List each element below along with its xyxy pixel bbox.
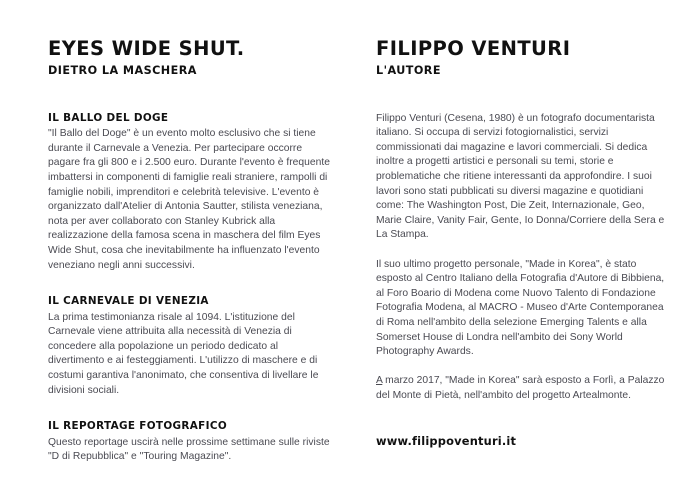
bio-paragraph-upcoming <box>376 374 666 403</box>
section-il-reportage-fotografico <box>48 420 330 465</box>
section-il-ballo-del-doge <box>48 112 330 273</box>
section-body: "Il Ballo del Doge" è un evento molto esclusivo che si tiene durante il Carnevale a Venezia. Per partecipare occorre pagare fra gli 800 e i 2.500 euro. Durante l'evento è frequente imbattersi in componenti di famiglie reali straniere, rampolli di famiglie nobili, imprenditori e celebrità televisive. L'evento è organizzato dall'Atelier di Antonia Sautter, stilista veneziana, nota per aver collaborato con Stanley Kubrick alla realizzazione della famosa scena in maschera del film Eyes Wide Shut, cosa che inevitabilmente ha influenzato l'evento veneziano negli anni successivi. <box>48 128 330 271</box>
bio-paragraph: Il suo ultimo progetto personale, "Made in Korea", è stato esposto al Centro Italiano della Fotografia d'Autore di Bibbiena, al Foro Boario di Modena come Nuovo Talento di Fondazione Fotografia Modena, al MACRO - Museo d'Arte Contemporanea di Roma nell'ambito della selezione Emerging Talents e alla Somerset House di Londra nell'ambito dei Sony World Photography Awards. <box>376 258 665 358</box>
right-column-heading-block <box>376 38 666 78</box>
underlined-lead-letter: A <box>376 375 383 387</box>
author-subtitle: L'AUTORE <box>376 63 441 77</box>
section-heading: IL CARNEVALE DI VENEZIA <box>48 295 209 308</box>
left-column <box>0 0 352 465</box>
section-heading: IL BALLO DEL DOGE <box>48 111 169 124</box>
author-biography <box>376 112 666 404</box>
section-body: La prima testimonianza risale al 1094. L'istituzione del Carnevale viene attribuita alla necessità di Venezia di concedere alla popolazione un periodo dedicato al divertimento e ai festeggiamenti. L'utilizzo di maschere e di costumi garantiva l'anonimato, che consentiva di livellare le divisioni sociali. <box>48 311 319 396</box>
left-column-heading-block <box>48 38 330 78</box>
section-body: Questo reportage uscirà nelle prossime settimane sulle riviste "D di Repubblica" e "Touring Magazine". <box>48 436 330 463</box>
author-name-title: FILIPPO VENTURI <box>376 37 571 60</box>
right-column <box>352 0 700 450</box>
bio-paragraph-text: marzo 2017, "Made in Korea" sarà esposto a Forlì, a Palazzo del Monte di Pietà, nell'ambito del progetto Artealmonte. <box>376 375 665 401</box>
bio-paragraph: Filippo Venturi (Cesena, 1980) è un fotografo documentarista italiano. Si occupa di servizi fotogiornalistici, servizi commissionati dai magazine e lavori commerciali. Si dedica inoltre a progetti artistici e personali su temi, storie e problematiche che ritiene interessanti da approfondire. I suoi lavori sono stati pubblicati su diversi magazine e quotidiani come: The Washington Post, Die Zeit, Internazionale, Geo, Marie Claire, Vanity Fair, Gente, Io Donna/Corriere della Sera e La Stampa. <box>376 112 665 241</box>
website-link[interactable]: www.filippoventuri.it <box>376 433 517 448</box>
section-il-carnevale-di-venezia <box>48 295 330 398</box>
left-column-subtitle: DIETRO LA MASCHERA <box>48 63 197 77</box>
left-column-title: EYES WIDE SHUT. <box>48 37 245 60</box>
left-column-sections <box>48 112 330 465</box>
section-heading: IL REPORTAGE FOTOGRAFICO <box>48 420 227 433</box>
